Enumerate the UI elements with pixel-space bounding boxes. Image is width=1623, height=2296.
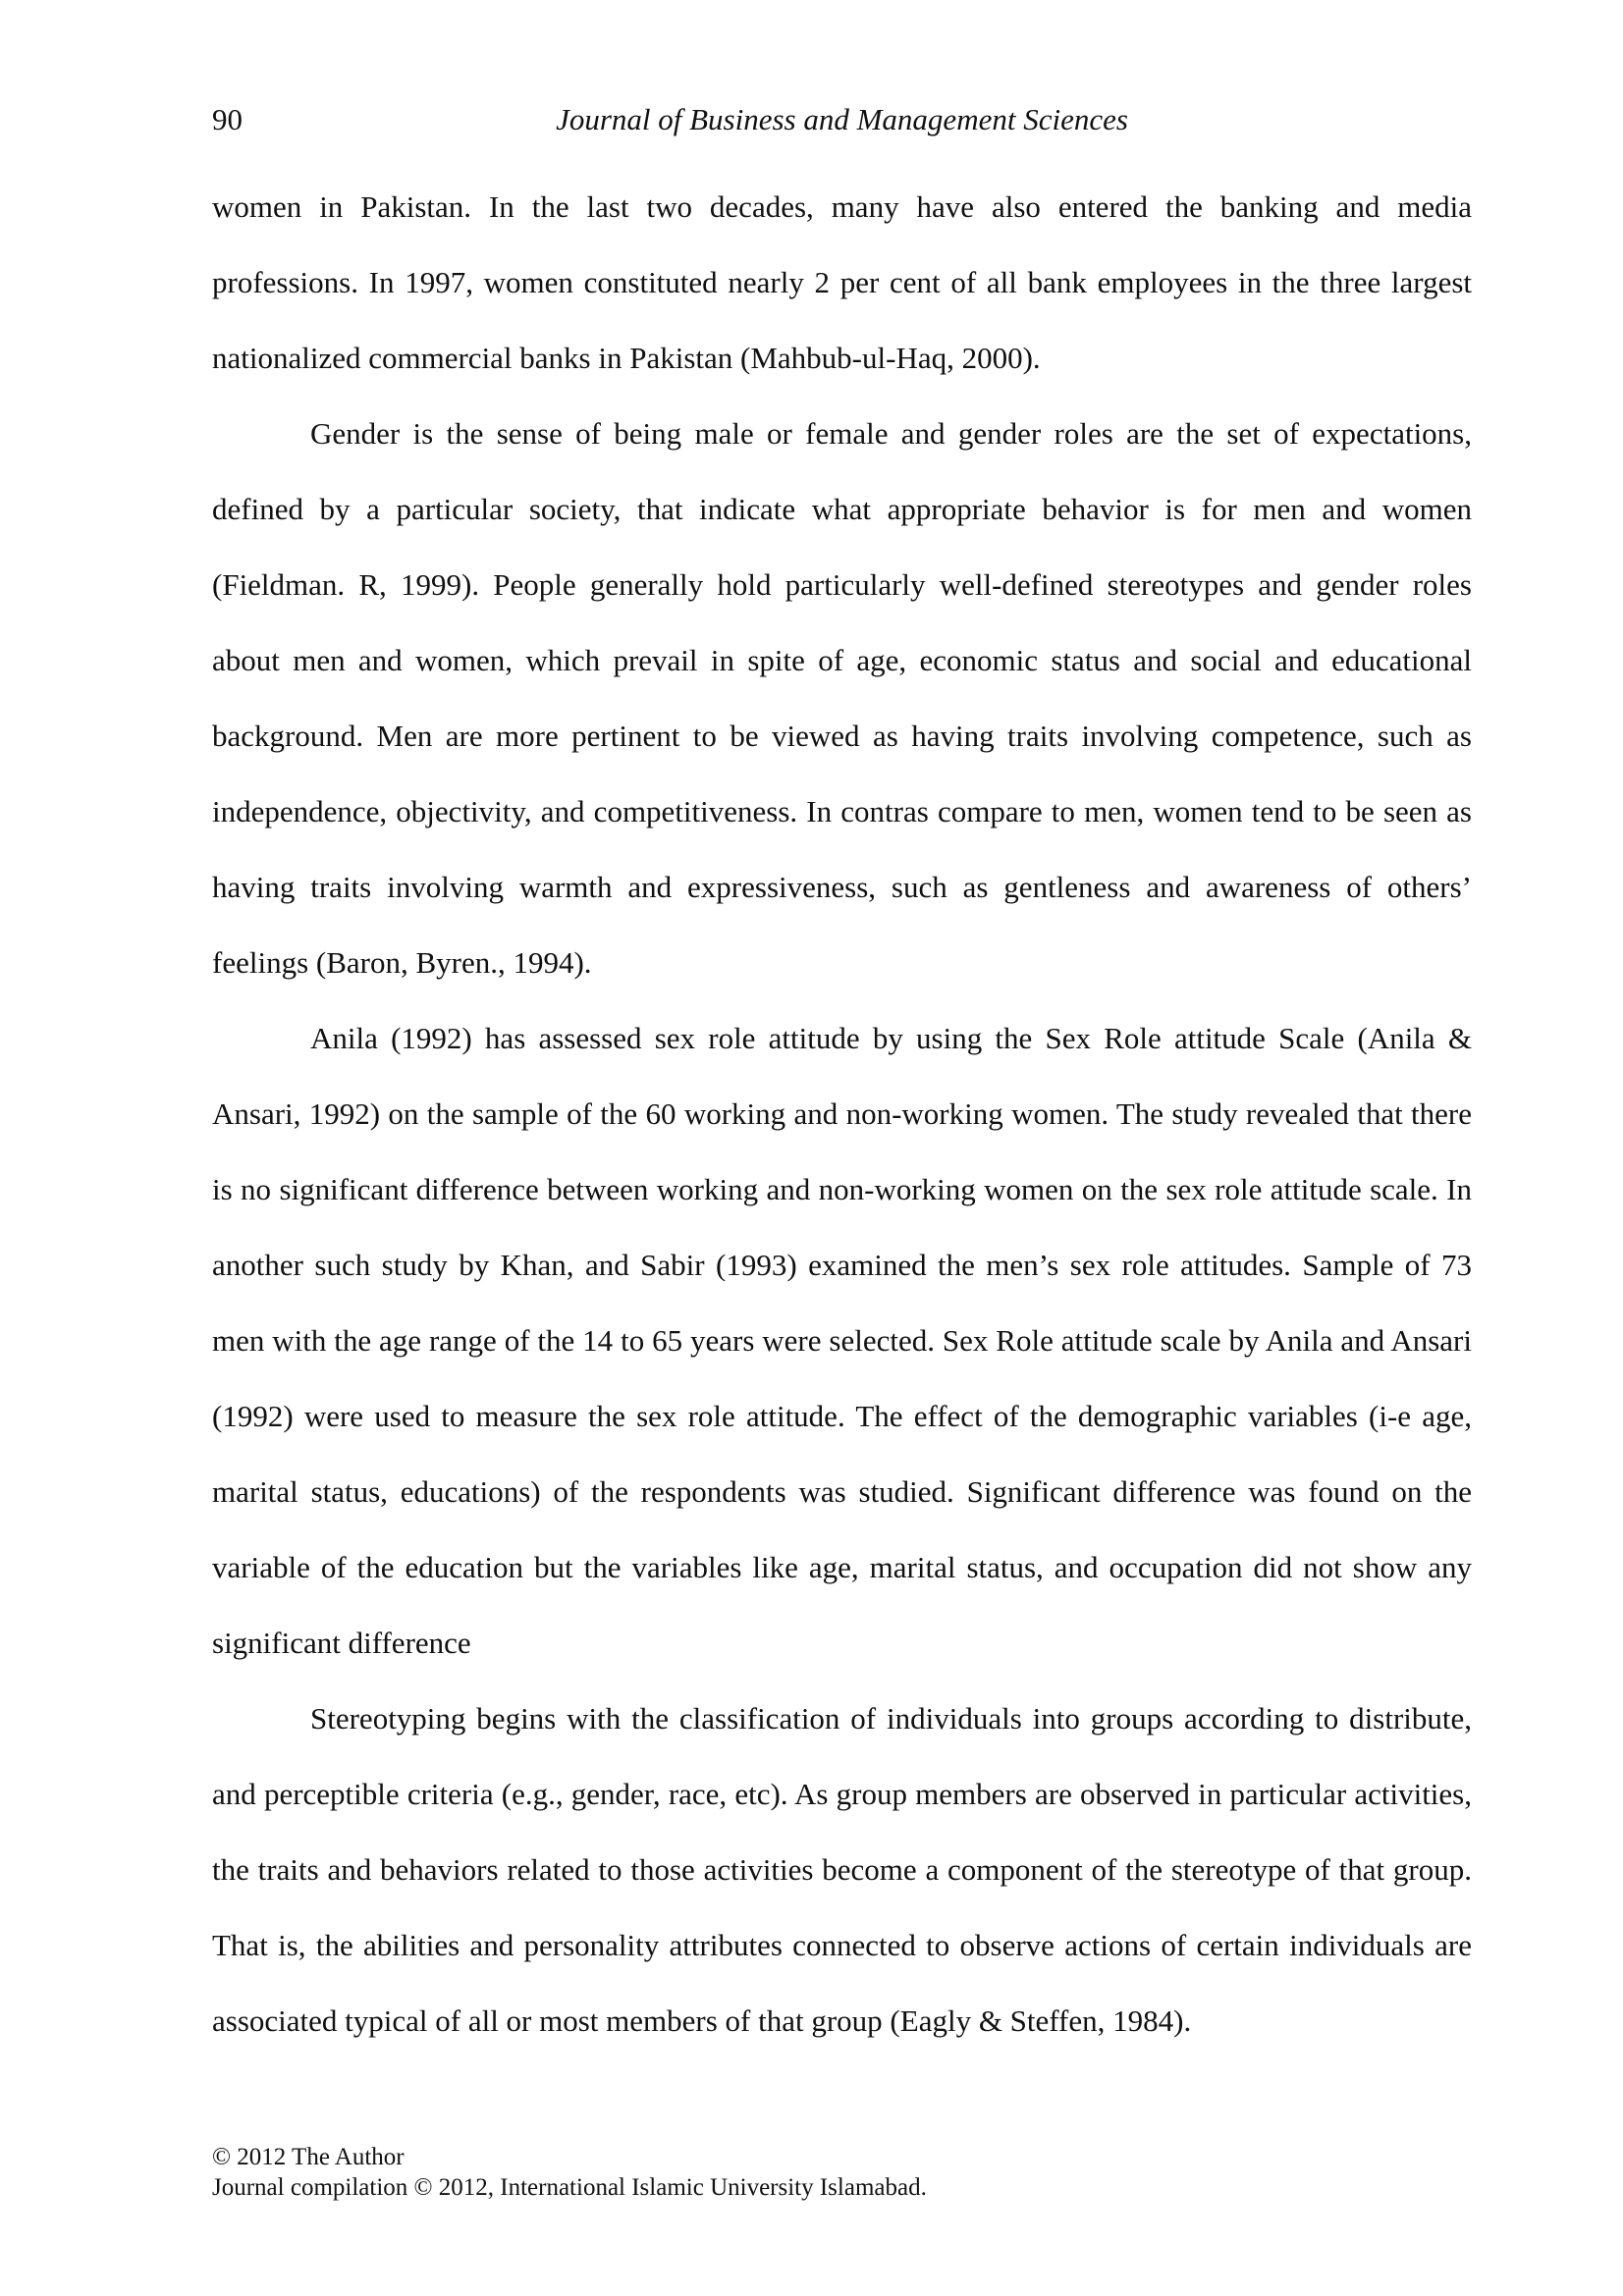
journal-title: Journal of Business and Management Sciences xyxy=(556,102,1128,136)
body-text xyxy=(212,169,1472,2058)
page-number: 90 xyxy=(212,102,243,136)
paragraph-continuation: women in Pakistan. In the last two decades, many have also entered the banking and media professions. In 1997, women constituted nearly 2 per cent of all bank employees in the three largest nationalized commercial banks in Pakistan (Mahbub-ul-Haq, 2000). xyxy=(212,189,1472,375)
page-footer xyxy=(212,2142,1472,2203)
running-header xyxy=(212,98,1472,145)
footer-compilation: Journal compilation © 2012, International Islamic University Islamabad. xyxy=(212,2174,927,2201)
footer-copyright: © 2012 The Author xyxy=(212,2144,405,2170)
paragraph-gender-roles: Gender is the sense of being male or female and gender roles are the set of expectations, defined by a particular society, that indicate what appropriate behavior is for men and women (Fieldman. R, 1999). People generally hold particularly well-defined stereotypes and gender roles about men and women, which prevail in spite of age, economic status and social and educational background. Men are more pertinent to be viewed as having traits involving competence, such as independence, objectivity, and competitiveness. In contras compare to men, women tend to be seen as having traits involving warmth and expressiveness, such as gentleness and awareness of others’ feelings (Baron, Byren., 1994). xyxy=(212,416,1472,980)
paragraph-sex-role-attitude: Anila (1992) has assessed sex role attitude by using the Sex Role attitude Scale (Anila & Ansari, 1992) on the sample of the 60 working and non-working women. The study revealed that there is no significant difference between working and non-working women on the sex role attitude scale. In another such study by Khan, and Sabir (1993) examined the men’s sex role attitudes. Sample of 73 men with the age range of the 14 to 65 years were selected. Sex Role attitude scale by Anila and Ansari (1992) were used to measure the sex role attitude. The effect of the demographic variables (i-e age, marital status, educations) of the respondents was studied. Significant difference was found on the variable of the education but the variables like age, marital status, and occupation did not show any significant difference xyxy=(212,1021,1472,1660)
paragraph-stereotyping: Stereotyping begins with the classification of individuals into groups according to distribute, and perceptible criteria (e.g., gender, race, etc). As group members are observed in particular activities, the traits and behaviors related to those activities become a component of the stereotype of that group. That is, the abilities and personality attributes connected to observe actions of certain individuals are associated typical of all or most members of that group (Eagly & Steffen, 1984). xyxy=(212,1701,1472,2038)
